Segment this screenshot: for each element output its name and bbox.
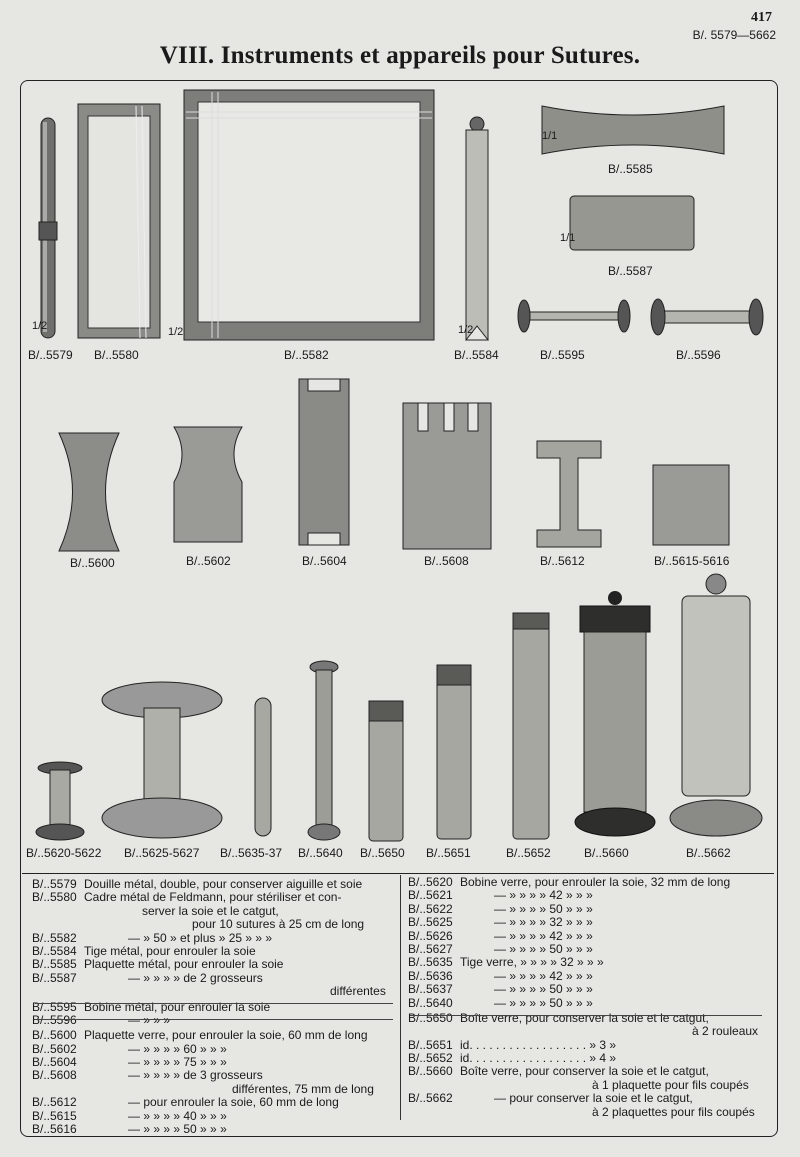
item-code: B/..5640 <box>408 995 453 1010</box>
scale-half: 1/2 <box>168 326 184 338</box>
glass-box-5660-illustration <box>572 590 658 840</box>
item-code: B/..5584 <box>32 943 77 958</box>
list-item <box>408 1052 764 1065</box>
list-item <box>408 903 764 916</box>
item-description: Plaquette métal, pour enrouler la soie <box>84 957 284 972</box>
list-item <box>408 1106 764 1119</box>
list-item <box>408 1065 764 1078</box>
figure-label: B/..5608 <box>424 554 469 568</box>
item-description: — » » » » 50 » » » <box>494 982 593 997</box>
item-code: B/..5662 <box>408 1091 453 1106</box>
figure-label: B/..5579 <box>28 348 73 362</box>
figure-label: B/..5640 <box>298 846 343 860</box>
item-description: — pour enrouler la soie, 60 mm de long <box>128 1095 339 1110</box>
item-code: B/..5587 <box>32 970 77 985</box>
list-item <box>32 1096 394 1109</box>
figure-label: B/..5625-5627 <box>124 846 200 860</box>
list-item <box>32 1014 394 1027</box>
figure-label: B/..5615-5616 <box>654 554 730 568</box>
figure-label: B/..5585 <box>608 162 653 176</box>
item-code: B/..5625 <box>408 915 453 930</box>
figure-label: B/..5612 <box>540 554 585 568</box>
list-item <box>408 956 764 969</box>
item-description: — » » » » 60 » » » <box>128 1041 227 1056</box>
glass-rod-5635-illustration <box>252 692 274 842</box>
glass-plate-5608-illustration <box>400 400 494 552</box>
glass-plate-5612-illustration <box>534 438 604 550</box>
figure-label: B/..5604 <box>302 554 347 568</box>
list-item <box>408 970 764 983</box>
figure-label: B/..5602 <box>186 554 231 568</box>
item-code: B/..5636 <box>408 968 453 983</box>
item-code: B/..5622 <box>408 901 453 916</box>
item-description: Cadre métal de Feldmann, pour stériliser et con- <box>84 890 342 905</box>
item-code: B/..5620 <box>408 875 453 889</box>
item-description: — » » » » de 3 grosseurs <box>128 1068 263 1083</box>
figure-label: B/..5620-5622 <box>26 846 102 860</box>
item-code: B/..5650 <box>408 1010 453 1025</box>
list-item <box>408 930 764 943</box>
list-item <box>408 997 764 1010</box>
glass-plate-5600-illustration <box>56 430 122 554</box>
item-code: B/..5651 <box>408 1037 453 1052</box>
item-description: Boîte verre, pour conserver la soie et le catgut, <box>460 1064 709 1079</box>
list-item <box>32 891 394 904</box>
item-description: — » 50 » et plus » 25 » » » <box>128 930 273 945</box>
list-item <box>32 1043 394 1056</box>
item-code: B/..5612 <box>32 1095 77 1110</box>
section-rule <box>35 1019 393 1020</box>
item-description: Tige verre, » » » » 32 » » » <box>460 955 604 970</box>
glass-plate-5602-illustration <box>168 424 248 548</box>
item-code: B/..5608 <box>32 1068 77 1083</box>
double-tube-illustration <box>36 112 60 344</box>
item-description: — » » » <box>128 1012 171 1027</box>
item-description: — » » » » 42 » » » <box>494 888 593 903</box>
metal-rod-illustration <box>462 116 492 346</box>
item-description: — » » » » 50 » » » <box>494 901 593 916</box>
page-title: VIII. Instruments et appareils pour Sutures. <box>159 42 641 69</box>
item-description: à 1 plaquette pour fils coupés <box>592 1077 749 1092</box>
item-description: Plaquette verre, pour enrouler la soie, 60 mm de long <box>84 1028 368 1043</box>
item-code: B/..5580 <box>32 890 77 905</box>
item-description: — » » » » 50 » » » <box>494 995 593 1010</box>
item-description: — » » » » 42 » » » <box>494 928 593 943</box>
item-code: B/..5595 <box>32 999 77 1014</box>
metal-plate-5585-illustration <box>536 100 730 160</box>
glass-plate-5604-illustration <box>296 376 352 548</box>
figure-label: B/..5650 <box>360 846 405 860</box>
list-item <box>32 878 394 891</box>
item-description: — pour conserver la soie et le catgut, <box>494 1091 693 1106</box>
item-code: B/..5579 <box>32 877 77 891</box>
item-description: id. . . . . . . . . . . . . . . . . . » 4 » <box>460 1051 617 1066</box>
list-item <box>32 972 394 985</box>
glass-spool-large-illustration <box>100 680 226 842</box>
item-description: server la soie et le catgut, <box>142 903 279 918</box>
description-list-left <box>32 878 394 1136</box>
list-item <box>408 876 764 889</box>
figure-label: B/..5652 <box>506 846 551 860</box>
figure-label: B/..5584 <box>454 348 499 362</box>
figure-label: B/..5651 <box>426 846 471 860</box>
item-description: — » » » » 40 » » » <box>128 1108 227 1123</box>
scale-one: 1/1 <box>542 130 558 142</box>
item-code: B/..5637 <box>408 982 453 997</box>
list-item <box>408 983 764 996</box>
item-description: — » » » » 50 » » » <box>494 941 593 956</box>
list-item <box>408 1039 764 1052</box>
list-item <box>408 1025 764 1038</box>
item-description: — » » » » 75 » » » <box>128 1055 227 1070</box>
item-code: B/..5627 <box>408 941 453 956</box>
metal-plate-5587-illustration <box>566 192 698 254</box>
item-description: à 2 rouleaux <box>692 1024 759 1039</box>
glass-box-5650-illustration <box>366 698 406 844</box>
scale-one: 1/1 <box>560 232 576 244</box>
item-code: B/..5635 <box>408 955 453 970</box>
catalog-range: B/. 5579—5662 <box>692 28 776 42</box>
item-code: B/..5652 <box>408 1051 453 1066</box>
list-item <box>32 1110 394 1123</box>
figure-label: B/..5596 <box>676 348 721 362</box>
list-item <box>408 1079 764 1092</box>
list-item <box>32 1123 394 1136</box>
table-separator <box>22 873 774 874</box>
item-description: différentes, 75 mm de long <box>232 1081 374 1096</box>
glass-plate-5615-illustration <box>650 462 732 548</box>
feldmann-frame-large-illustration <box>182 88 438 344</box>
item-description: Bobine verre, pour enrouler la soie, 32 mm de long <box>460 875 731 889</box>
list-item <box>32 1083 394 1096</box>
list-item <box>408 916 764 929</box>
figure-label: B/..5600 <box>70 556 115 570</box>
item-description: — » » » » 42 » » » <box>494 968 593 983</box>
section-rule <box>410 1015 762 1016</box>
figure-label: B/..5662 <box>686 846 731 860</box>
list-item <box>408 943 764 956</box>
item-code: B/..5616 <box>32 1122 77 1137</box>
scale-half: 1/2 <box>458 324 474 336</box>
page-number: 417 <box>751 10 772 25</box>
item-description: id. . . . . . . . . . . . . . . . . . » 3 » <box>460 1037 617 1052</box>
list-item <box>32 932 394 945</box>
glass-box-5662-illustration <box>666 572 766 840</box>
metal-spool-5596-illustration <box>646 296 768 338</box>
column-divider <box>400 875 401 1120</box>
item-code: B/..5585 <box>32 957 77 972</box>
item-code: B/..5660 <box>408 1064 453 1079</box>
item-description: — » » » » de 2 grosseurs <box>128 970 263 985</box>
figure-label: B/..5660 <box>584 846 629 860</box>
item-description: Douille métal, double, pour conserver aiguille et soie <box>84 877 363 891</box>
list-item <box>32 985 394 998</box>
item-code: B/..5600 <box>32 1028 77 1043</box>
figure-label: B/..5587 <box>608 264 653 278</box>
item-code: B/..5604 <box>32 1055 77 1070</box>
item-description: Boîte verre, pour conserver la soie et le catgut, <box>460 1010 709 1025</box>
item-description: pour 10 sutures à 25 cm de long <box>192 917 365 932</box>
item-code: B/..5582 <box>32 930 77 945</box>
section-rule <box>35 1003 393 1004</box>
scale-half: 1/2 <box>32 320 48 332</box>
list-item <box>32 1056 394 1069</box>
item-description: Tige métal, pour enrouler la soie <box>84 943 256 958</box>
item-code: B/..5621 <box>408 888 453 903</box>
list-item <box>32 945 394 958</box>
item-code: B/..5615 <box>32 1108 77 1123</box>
metal-spool-5595-illustration <box>512 296 636 336</box>
item-code: B/..5602 <box>32 1041 77 1056</box>
figure-label: B/..5580 <box>94 348 139 362</box>
figure-label: B/..5635-37 <box>220 846 283 860</box>
list-item <box>408 1092 764 1105</box>
list-item <box>32 958 394 971</box>
glass-rod-5640-illustration <box>304 660 344 844</box>
glass-box-5651-illustration <box>434 662 474 842</box>
list-item <box>32 1069 394 1082</box>
list-item <box>32 905 394 918</box>
glass-spool-small-illustration <box>34 760 86 842</box>
item-description: différentes <box>330 984 386 999</box>
item-code: B/..5626 <box>408 928 453 943</box>
figure-label: B/..5595 <box>540 348 585 362</box>
description-list-right <box>408 876 764 1119</box>
item-description: Bobine métal, pour enrouler la soie <box>84 999 271 1014</box>
item-description: à 2 plaquettes pour fils coupés <box>592 1104 755 1119</box>
item-description: — » » » » 32 » » » <box>494 915 593 930</box>
list-item <box>32 1029 394 1042</box>
item-description: — » » » » 50 » » » <box>128 1122 227 1137</box>
figure-label: B/..5582 <box>284 348 329 362</box>
list-item <box>408 1012 764 1025</box>
item-code: B/..5596 <box>32 1012 77 1027</box>
list-item <box>408 889 764 902</box>
feldmann-frame-small-illustration <box>76 102 164 342</box>
list-item <box>32 918 394 931</box>
glass-box-5652-illustration <box>510 610 552 842</box>
